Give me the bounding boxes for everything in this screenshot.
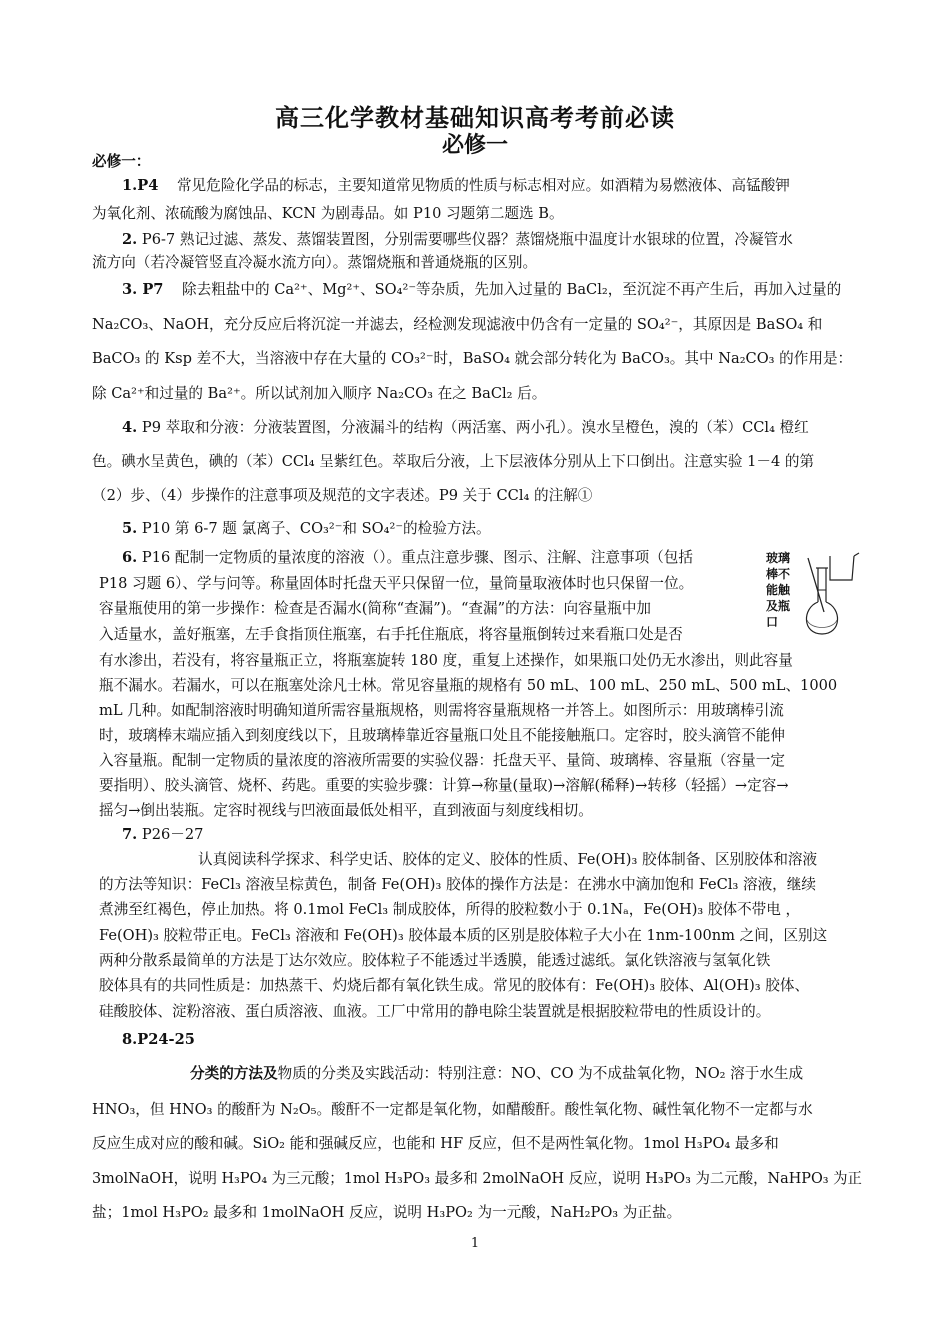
- item-8-line-5: 盐；1mol H₃PO₂ 最多和 1molNaOH 反应，说明 H₃PO₂ 为一元酸，NaH₂PO₃ 为正盐。: [92, 1204, 682, 1221]
- item-8-head: 8.P24-25: [122, 1031, 195, 1048]
- item-7-head: 7.: [122, 826, 138, 843]
- item-6-line-8: 时，玻璃棒末端应插入到刻度线以下，且玻璃棒靠近容量瓶口处且不能接触瓶口。定容时，胶头滴管不能伸: [99, 727, 785, 744]
- item-1-head: 1.P4: [122, 177, 159, 194]
- item-4-head: 4.: [122, 419, 138, 436]
- item-7-line-6: 胶体具有的共同性质是：加热蒸干、灼烧后都有氧化铁生成。常见的胶体有：Fe(OH)₃ 胶体、Al(OH)₃ 胶体、: [99, 977, 810, 994]
- item-6-line-3: 容量瓶使用的第一步操作：检查是否漏水(简称“查漏”)。“查漏”的方法：向容量瓶中加: [99, 600, 652, 617]
- figure-label: 玻璃棒不能触及瓶口: [766, 551, 791, 629]
- item-8-bold-lead: 分类的方法及: [190, 1065, 278, 1082]
- item-7-line-3: 煮沸至红褐色，停止加热。将 0.1mol FeCl₃ 制成胶体，所得的胶粒数小于 0.1Nₐ，Fe(OH)₃ 胶体不带电 ，: [99, 901, 801, 918]
- item-5-head: 5.: [122, 520, 138, 537]
- page-title: 高三化学教材基础知识高考考前必读: [275, 103, 675, 132]
- item-7-line-1: 认真阅读科学探求、科学史话、胶体的定义、胶体的性质、Fe(OH)₃ 胶体制备、区别胶体和溶液: [198, 851, 818, 868]
- item-4-line-2: 色。碘水呈黄色，碘的（苯）CCl₄ 呈紫红色。萃取后分液，上下层液体分别从上下口倒出。注意实验 1－4 的第: [92, 453, 815, 470]
- item-3-line-3: BaCO₃ 的 Ksp 差不大，当溶液中存在大量的 CO₃²⁻时，BaSO₄ 就会部分转化为 BaCO₃。其中 Na₂CO₃ 的作用是：: [92, 350, 853, 367]
- item-6-line-2: P18 习题 6）、学与问等。称量固体时托盘天平只保留一位，量筒量取液体时也只保留一位。: [99, 575, 694, 592]
- item-2-line-1: 2. P6-7 熟记过滤、蒸发、蒸馏装置图，分别需要哪些仪器？蒸馏烧瓶中温度计水银球的位置，冷凝管水: [122, 231, 793, 248]
- item-3-line-1: 3. P7 除去粗盐中的 Ca²⁺、Mg²⁺、SO₄²⁻等杂质，先加入过量的 BaCl₂，至沉淀不再产生后，再加入过量的: [122, 281, 842, 298]
- item-6-line-11: 摇匀→倒出装瓶。定容时视线与凹液面最低处相平，直到液面与刻度线相切。: [99, 802, 593, 819]
- item-5-line-1: 5. P10 第 6-7 题 氯离子、CO₃²⁻和 SO₄²⁻的检验方法。: [122, 520, 491, 537]
- item-4-line-3: （2）步、（4）步操作的注意事项及规范的文字表述。P9 关于 CCl₄ 的注解①: [92, 487, 593, 504]
- item-8-line-3: 反应生成对应的酸和碱。SiO₂ 能和强碱反应，也能和 HF 反应，但不是两性氧化物。1mol H₃PO₄ 最多和: [92, 1135, 779, 1152]
- item-6-line-9: 入容量瓶。配制一定物质的量浓度的溶液所需要的实验仪器：托盘天平、量筒、玻璃棒、容量瓶（容量一定: [99, 752, 785, 769]
- item-7-line-7: 硅酸胶体、淀粉溶液、蛋白质溶液、血液。工厂中常用的静电除尘装置就是根据胶粒带电的性质设计的。: [99, 1003, 771, 1020]
- item-8-line-2: HNO₃，但 HNO₃ 的酸酐为 N₂O₅。酸酐不一定都是氧化物，如醋酸酐。酸性氧化物、碱性氧化物不一定都与水: [92, 1101, 813, 1118]
- section-label: 必修一：: [92, 153, 151, 170]
- page-subtitle: 必修一: [441, 132, 508, 158]
- item-7-line-2: 的方法等知识：FeCl₃ 溶液呈棕黄色，制备 Fe(OH)₃ 胶体的操作方法是：在沸水中滴加饱和 FeCl₃ 溶液，继续: [99, 876, 816, 893]
- item-8-line-1: 分类的方法及物质的分类及实践活动：特别注意：NO、CO 为不成盐氧化物，NO₂ 溶于水生成: [190, 1065, 804, 1082]
- item-6-line-6: 瓶不漏水。若漏水，可以在瓶塞处涂凡士林。常见容量瓶的规格有 50 mL、100 mL、250 mL、500 mL、1000: [99, 677, 838, 694]
- item-3-line-2: Na₂CO₃、NaOH，充分反应后将沉淀一并滤去，经检测发现滤液中仍含有一定量的 SO₄²⁻，其原因是 BaSO₄ 和: [92, 316, 823, 333]
- page-number: 1: [470, 1236, 480, 1251]
- item-6-head: 6.: [122, 549, 138, 566]
- item-6-line-4: 入适量水，盖好瓶塞，左手食指顶住瓶塞，右手托住瓶底，将容量瓶倒转过来看瓶口处是否: [99, 626, 683, 643]
- item-6-line-5: 有水渗出，若没有，将容量瓶正立，将瓶塞旋转 180 度，重复上述操作，如果瓶口处仍无水渗出，则此容量: [99, 652, 793, 669]
- item-1-line-2: 为氧化剂、浓硫酸为腐蚀品、KCN 为剧毒品。如 P10 习题第二题选 B。: [92, 205, 564, 222]
- item-7-line-5: 两种分散系最简单的方法是丁达尔效应。胶体粒子不能透过半透膜，能透过滤纸。氯化铁溶液与氢氧化铁: [99, 952, 771, 969]
- item-2-head: 2.: [122, 231, 138, 248]
- item-4-line-1: 4. P9 萃取和分液：分液装置图，分液漏斗的结构（两活塞、两小孔）。溴水呈橙色，溴的（苯）CCl₄ 橙红: [122, 419, 809, 436]
- item-8-line-4: 3molNaOH，说明 H₃PO₄ 为三元酸；1mol H₃PO₃ 最多和 2molNaOH 反应，说明 H₃PO₃ 为二元酸，NaHPO₃ 为正: [92, 1170, 862, 1187]
- item-7-line-4: Fe(OH)₃ 胶粒带正电。FeCl₃ 溶液和 Fe(OH)₃ 胶体最本质的区别是胶体粒子大小在 1nm-100nm 之间，区别这: [99, 927, 828, 944]
- item-2-line-2: 流方向（若冷凝管竖直冷凝水流方向）。蒸馏烧瓶和普通烧瓶的区别。: [92, 254, 538, 271]
- item-7-line-0: 7. P26－27: [122, 826, 204, 843]
- item-3-line-4: 除 Ca²⁺和过量的 Ba²⁺。所以试剂加入顺序 Na₂CO₃ 在之 BaCl₂ 后。: [92, 385, 547, 402]
- item-6-line-10: 要指明）、胶头滴管、烧杯、药匙。重要的实验步骤：计算→称量(量取)→溶解(稀释)→转移（轻摇）→定容→: [99, 777, 789, 794]
- item-3-head: 3. P7: [122, 281, 164, 298]
- volumetric-flask-drawing: [796, 550, 866, 638]
- item-6-line-7: mL 几种。如配制溶液时明确知道所需容量瓶规格，则需将容量瓶规格一并答上。如图所示：用玻璃棒引流: [99, 702, 784, 719]
- item-6-line-1: 6. P16 配制一定物质的量浓度的溶液（）。重点注意步骤、图示、注解、注意事项（包括: [122, 549, 693, 566]
- item-1-line-1: 1.P4 常见危险化学品的标志，主要知道常见物质的性质与标志相对应。如酒精为易燃液体、高锰酸钾: [122, 177, 790, 194]
- volumetric-flask-figure: [766, 550, 866, 638]
